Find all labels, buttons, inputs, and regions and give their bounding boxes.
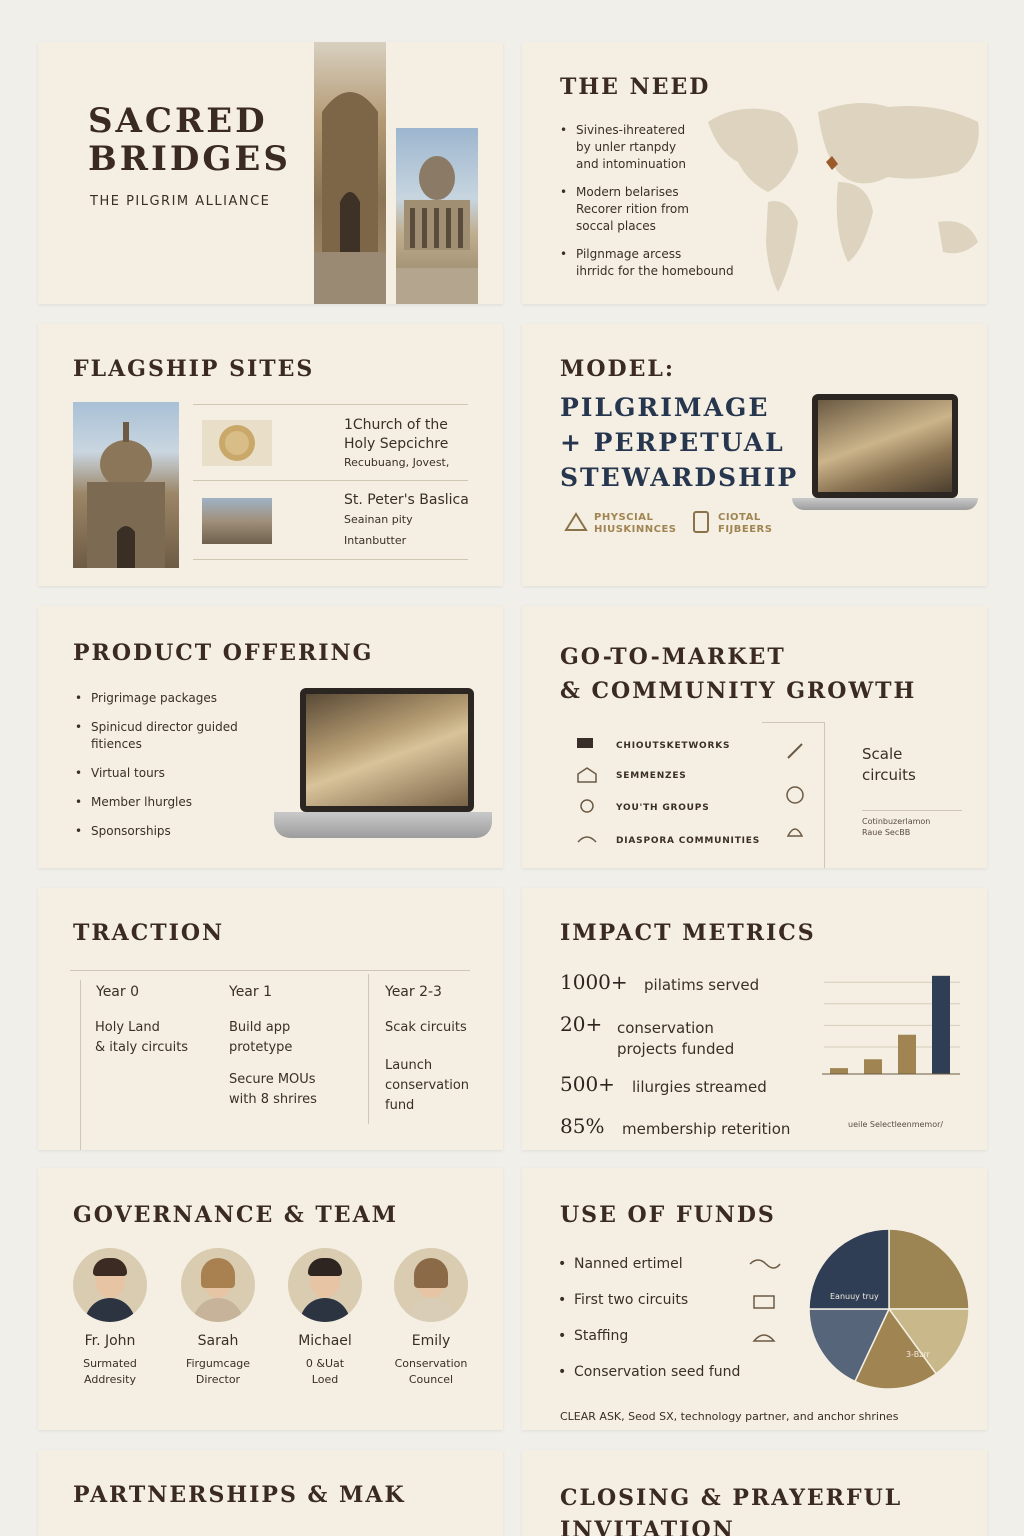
- funds-pie-chart: [808, 1228, 970, 1390]
- list-item: • Nanned ertimel: [558, 1254, 758, 1274]
- relic-image: [202, 420, 272, 466]
- team-role: Conservation Councel: [394, 1357, 468, 1386]
- slide-title: GOVERNANCE & TEAM: [73, 1202, 398, 1228]
- slide-title: THE NEED: [560, 74, 711, 100]
- cathedral-image: [314, 42, 386, 304]
- chart-caption: ueile Selectleenmemor/: [848, 1120, 944, 1129]
- building-icon: [752, 1292, 776, 1314]
- site2-extra: Intanbutter: [344, 534, 407, 547]
- deck-subtitle: THE PILGRIM ALLIANCE: [90, 194, 271, 209]
- list-item: • Pilgnmage arcess ihrridc for the homebound: [560, 246, 770, 280]
- timeline-item: Scak circuits: [385, 1020, 467, 1035]
- metric-row: 85% membership reterition: [560, 1114, 791, 1138]
- team-role: Firgumcage Director: [185, 1357, 251, 1386]
- community-icon: [576, 832, 596, 850]
- slide-title: PARTNERSHIPS & MAK: [73, 1482, 406, 1508]
- slide-title: TRACTION: [73, 920, 225, 946]
- team-name: Michael: [298, 1333, 352, 1349]
- tag-digital: CIOTAL FIJBEERS: [718, 512, 773, 535]
- laptop-image: [812, 394, 958, 498]
- slide-product-offering[interactable]: [38, 606, 503, 868]
- slide-closing[interactable]: [522, 1450, 987, 1536]
- list-item: • First two circuits: [558, 1290, 758, 1310]
- hands-icon: [752, 1328, 776, 1347]
- site2-name: St. Peter's Baslica: [344, 492, 469, 508]
- slide-title: IMPACT METRICS: [560, 920, 816, 946]
- slide-title: FLAGSHIP SITES: [73, 356, 315, 382]
- avatar: [394, 1248, 468, 1322]
- slide-the-need[interactable]: [522, 42, 987, 304]
- team-name: Sarah: [197, 1333, 239, 1349]
- dove-icon: [784, 820, 806, 846]
- city-image: [202, 498, 272, 544]
- digital-icon: [692, 510, 710, 538]
- slide-title: CLOSING & PRAYERFUL INVITATION: [560, 1485, 903, 1536]
- slide-impact-metrics[interactable]: [522, 888, 987, 1150]
- basilica-image: [396, 128, 478, 304]
- list-item: • Virtual tours: [75, 765, 275, 782]
- site2-sub: Seainan pity: [344, 513, 413, 526]
- scroll-icon: [784, 740, 806, 766]
- channel-item: YOU'TH GROUPS: [616, 803, 710, 813]
- metric-row: 500+ lilurgies streamed: [560, 1072, 767, 1096]
- channel-item: SEMMENZES: [616, 771, 687, 781]
- list-item: • Staffing: [558, 1326, 758, 1346]
- model-headline: PILGRIMAGE + PERPETUAL STEWARDSHIP: [560, 393, 799, 492]
- chart-bar: [864, 1059, 882, 1074]
- scale-note: Cotinbuzerlamon Raue SecBB: [862, 817, 931, 837]
- list-item: • Modern belarises Recorer rition from soccal places: [560, 184, 770, 235]
- product-bullets: [75, 690, 275, 851]
- funds-footer: CLEAR ASK, Seod SX, technology partner, and anchor shrines: [560, 1410, 899, 1423]
- slide-use-of-funds[interactable]: [522, 1168, 987, 1430]
- impact-bar-chart: [820, 960, 962, 1080]
- timeline-item: Build app protetype: [229, 1020, 293, 1055]
- slide-partnerships[interactable]: [38, 1450, 503, 1536]
- site1-sub: Recubuang, Jovest,: [344, 456, 450, 469]
- list-item: • Conservation seed fund: [558, 1362, 758, 1382]
- slide-title: GO-TO-MARKET & COMMUNITY GROWTH: [560, 644, 917, 704]
- timeline-year-0: Year 0: [96, 984, 139, 1000]
- funds-bullets: [558, 1254, 758, 1393]
- church-icon: [576, 766, 596, 788]
- timeline-item: Launch conservation fund: [385, 1058, 470, 1113]
- slide-title[interactable]: [38, 42, 503, 304]
- avatar: [181, 1248, 255, 1322]
- tag-physical: PHYSCIAL HIUSKINNCES: [594, 512, 677, 535]
- metric-row: 20+ conservation projects funded: [560, 1012, 735, 1058]
- channel-item: DIASPORA COMMUNITIES: [616, 836, 761, 846]
- church-image: [73, 402, 179, 568]
- channel-item: CHIOUTSKETWORKS: [616, 741, 731, 751]
- avatar: [288, 1248, 362, 1322]
- laptop-image: [300, 688, 474, 812]
- slide-traction[interactable]: [38, 888, 503, 1150]
- chart-bar: [898, 1035, 916, 1074]
- avatar: [73, 1248, 147, 1322]
- timeline-year-2-3: Year 2-3: [385, 984, 442, 1000]
- need-bullets: [560, 122, 770, 291]
- slide-title: PRODUCT OFFERING: [73, 640, 374, 666]
- slide-model[interactable]: [522, 324, 987, 586]
- slide-go-to-market[interactable]: [522, 606, 987, 868]
- network-icon: [576, 736, 596, 754]
- list-item: • Sponsorships: [75, 823, 275, 840]
- team-name: Fr. John: [84, 1333, 136, 1349]
- list-item: • Sivines-ihreatered by unler rtanpdy and intominuation: [560, 122, 770, 173]
- chart-bar: [830, 1068, 848, 1074]
- scroll-icon: [748, 1256, 782, 1276]
- slide-flagship-sites[interactable]: [38, 324, 503, 586]
- timeline-item: Holy Land & italy circuits: [95, 1020, 189, 1055]
- pie-slice: [889, 1229, 969, 1309]
- metric-row: 1000+ pilatims served: [560, 970, 760, 994]
- team-role: Surmated Addresity: [83, 1357, 137, 1386]
- physical-icon: [564, 510, 588, 538]
- group-icon: [576, 798, 596, 818]
- timeline-item: Secure MOUs with 8 shrires: [229, 1072, 317, 1107]
- deck-title: SACRED BRIDGES: [88, 101, 291, 179]
- list-item: • Spinicud director guided fitiences: [75, 719, 275, 753]
- list-item: • Member lhurgles: [75, 794, 275, 811]
- shell-icon: [784, 784, 806, 810]
- timeline-year-1: Year 1: [229, 984, 272, 1000]
- scale-circuits: Scale circuits: [862, 745, 916, 784]
- chart-bar: [932, 976, 950, 1074]
- slide-governance-team[interactable]: [38, 1168, 503, 1430]
- list-item: • Prigrimage packages: [75, 690, 275, 707]
- pie-label: 3-Bzrr: [906, 1350, 930, 1359]
- team-role: 0 &Uat Loed: [305, 1357, 345, 1386]
- site1-name: 1Church of the Holy Sepcichre: [344, 417, 449, 452]
- slide-title: USE OF FUNDS: [560, 1202, 776, 1228]
- team-name: Emily: [411, 1333, 451, 1349]
- model-label: MODEL:: [560, 356, 675, 382]
- pie-label: Eanuuy truy: [830, 1292, 879, 1301]
